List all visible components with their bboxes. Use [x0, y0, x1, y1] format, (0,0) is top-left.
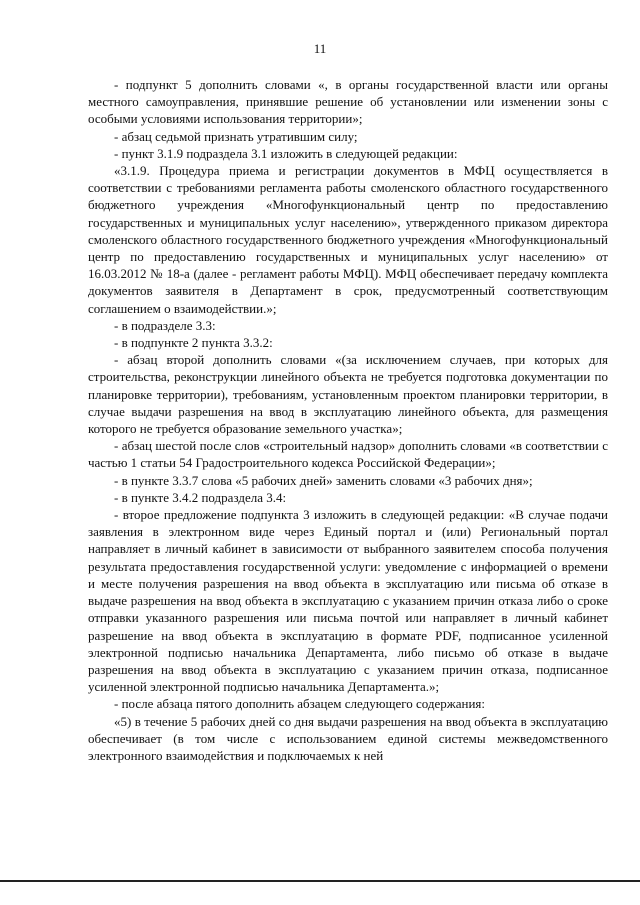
paragraph: - абзац шестой после слов «строительный надзор» дополнить словами «в соответствии с частью 1 статьи 54 Градостроительного кодекса Российской Федерации»;	[88, 438, 608, 471]
paragraph: - абзац второй дополнить словами «(за исключением случаев, при которых для строительства, реконструкции линейного объекта не требуется подготовка документации по планировке территории), требованиям, установленным проектом планировки территории, в случае выдачи разрешения на ввод в эксплуатацию линейного объекта, для размещения которого не требуется образование земельного участка»;	[88, 352, 608, 437]
paragraph: - подпункт 5 дополнить словами «, в органы государственной власти или органы местного самоуправления, принявшие решение об установлении или изменении зоны с особыми условиями использования территории»;	[88, 77, 608, 127]
page-number: 11	[313, 41, 327, 56]
paragraph: - второе предложение подпункта 3 изложить в следующей редакции: «В случае подачи заявления в электронном виде через Единый портал и (или) Региональный портал направляет в личный кабинет в зависимости от выбранного заявителем способа получения результата предоставления государственной услуги: уведомление с информацией о времени и месте получения разрешения на ввод объекта в эксплуатацию или письма об отказе в выдаче разрешения на ввод объекта в эксплуатацию с указанием причин отказа либо о сроке отправки указанного разрешения или письма почтой или направляет в личный кабинет разрешение на ввод объекта в эксплуатацию в формате PDF, подписанное усиленной электронной подписью начальника Департамента, либо письмо об отказе в выдаче разрешения на ввод объекта в эксплуатацию с указанием причин отказа, подписанное усиленной электронной подписью начальника Департамента.»;	[88, 507, 608, 695]
paragraph: - после абзаца пятого дополнить абзацем следующего содержания:	[114, 696, 486, 712]
paragraph: - в подразделе 3.3:	[114, 317, 216, 333]
paragraph: - в подпункте 2 пункта 3.3.2:	[114, 335, 273, 351]
paragraph: «3.1.9. Процедура приема и регистрации документов в МФЦ осуществляется в соответствии с требованиями регламента работы смоленского областного государственного бюджетного учреждения «Многофункциональный центр по предоставлению государственных и муниципальных услуг населению», утвержденного приказом директора смоленского областного государственного бюджетного учреждения «Многофункциональный центр по предоставлению государственных и муниципальных услуг населению» от 16.03.2012 № 18-а (далее - регламент работы МФЦ). МФЦ обеспечивает передачу комплекта документов заявителя в Департамент в срок, предусмотренный соответствующим соглашением о взаимодействии.»;	[88, 163, 608, 316]
scan-edge-line	[0, 880, 640, 882]
paragraph: - в пункте 3.3.7 слова «5 рабочих дней» заменить словами «3 рабочих дня»;	[114, 472, 533, 488]
paragraph: - абзац седьмой признать утратившим силу;	[114, 128, 358, 144]
paragraph: «5) в течение 5 рабочих дней со дня выдачи разрешения на ввод объекта в эксплуатацию обеспечивает (в том числе с использованием единой системы межведомственного электронного взаимодействия и подключаемых к ней	[88, 713, 608, 763]
document-body	[88, 76, 608, 764]
paragraph: - в пункте 3.4.2 подраздела 3.4:	[114, 489, 287, 505]
paragraph: - пункт 3.1.9 подраздела 3.1 изложить в следующей редакции:	[114, 145, 458, 161]
